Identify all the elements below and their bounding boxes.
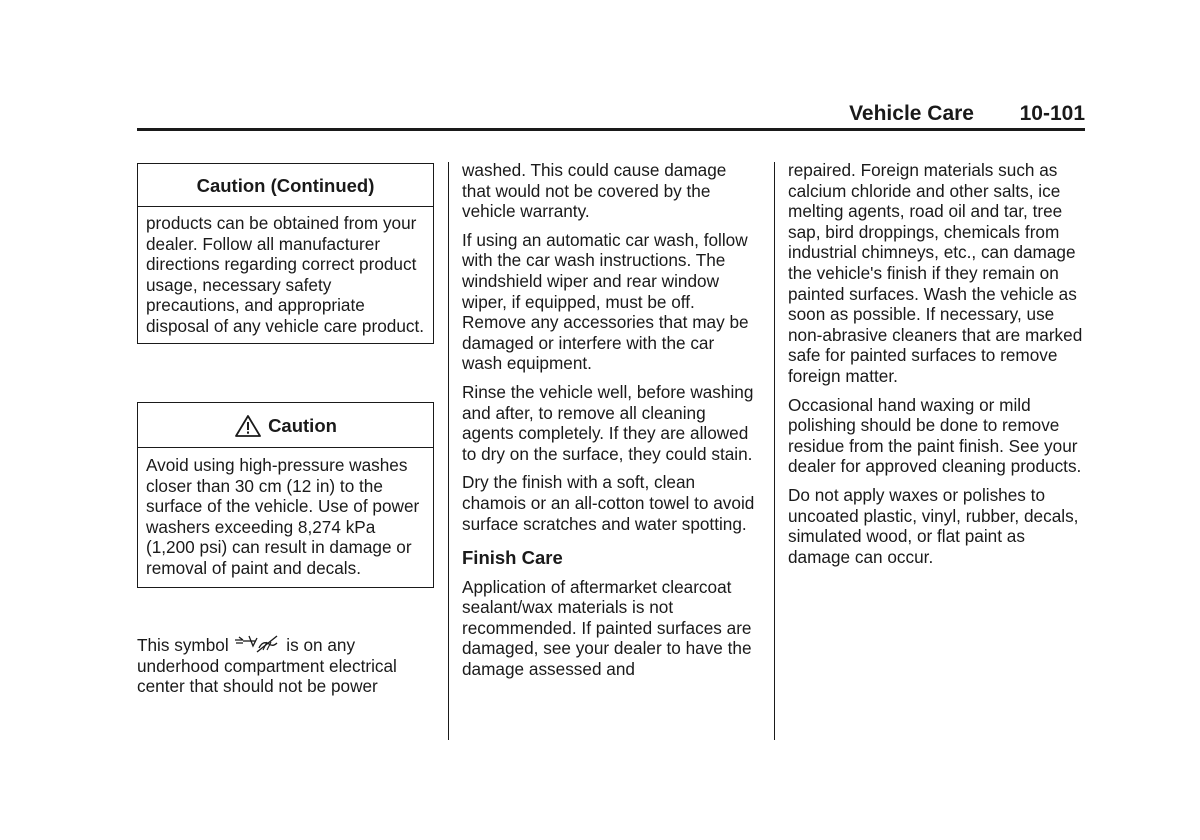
paragraph: repaired. Foreign materials such as calcium chloride and other salts, ice melting agents, road oil and tar, tree sap, bird droppings, chemicals from industrial chimneys, etc., can damage the vehicle's finish if they remain on painted surfaces. Wash the vehicle as soon as possible. If necessary, use non-abrasive cleaners that are marked safe for painted surfaces to remove foreign matter.: [788, 160, 1083, 386]
caution-continued-heading: Caution (Continued): [138, 164, 433, 207]
column-divider-1: [448, 162, 449, 740]
symbol-note-before: This symbol: [137, 635, 229, 655]
symbol-note: [137, 634, 435, 697]
column-2: [462, 160, 757, 688]
paragraph: Application of aftermarket clearcoat sealant/wax materials is not recommended. If painted surfaces are damaged, see your dealer to have the damage assessed and: [462, 576, 752, 680]
header-rule: [137, 128, 1085, 131]
column-3: [788, 160, 1088, 575]
paragraph: Dry the finish with a soft, clean chamois or an all-cotton towel to avoid surface scratches and water spotting.: [462, 472, 755, 534]
caution-body: Avoid using high-pressure washes closer than 30 cm (12 in) to the surface of the vehicle. Use of power washers exceeding 8,274 kPa (1,200 psi) can result in damage or removal of paint and decals.: [146, 455, 420, 578]
caution-heading: [138, 403, 433, 448]
paragraph: washed. This could cause damage that would not be covered by the vehicle warranty.: [462, 160, 727, 222]
caution-continued-box: [137, 163, 434, 344]
caution-title: Caution: [268, 415, 337, 436]
warning-triangle-icon: [234, 414, 262, 438]
page-header: [137, 100, 1085, 130]
paragraph: Do not apply waxes or polishes to uncoated plastic, vinyl, rubber, decals, simulated wood, or flat paint as damage can occur.: [788, 484, 1079, 567]
section-title: Vehicle Care: [849, 102, 974, 125]
column-divider-2: [774, 162, 775, 740]
symbol-note-after: is on any underhood compartment electrical center that should not be power: [137, 635, 397, 697]
page-number: 10-101: [1019, 102, 1085, 125]
paragraph: Rinse the vehicle well, before washing and after, to remove all cleaning agents completely. If they are allowed to dry on the surface, they could stain.: [462, 381, 754, 464]
finish-care-heading: Finish Care: [462, 547, 563, 569]
caution-box: [137, 402, 434, 588]
no-water-spray-on-electrical-icon: [233, 634, 281, 654]
paragraph: Occasional hand waxing or mild polishing should be done to remove residue from the paint finish. See your dealer for approved cleaning products.: [788, 394, 1082, 477]
caution-continued-body: products can be obtained from your dealer. Follow all manufacturer directions regarding correct product usage, necessary safety precautions, and appropriate disposal of any vehicle care product.: [146, 213, 425, 336]
paragraph: If using an automatic car wash, follow with the car wash instructions. The windshield wiper and rear window wiper, if equipped, must be off. Remove any accessories that may be damaged or interfere with the car wash equipment.: [462, 229, 749, 374]
